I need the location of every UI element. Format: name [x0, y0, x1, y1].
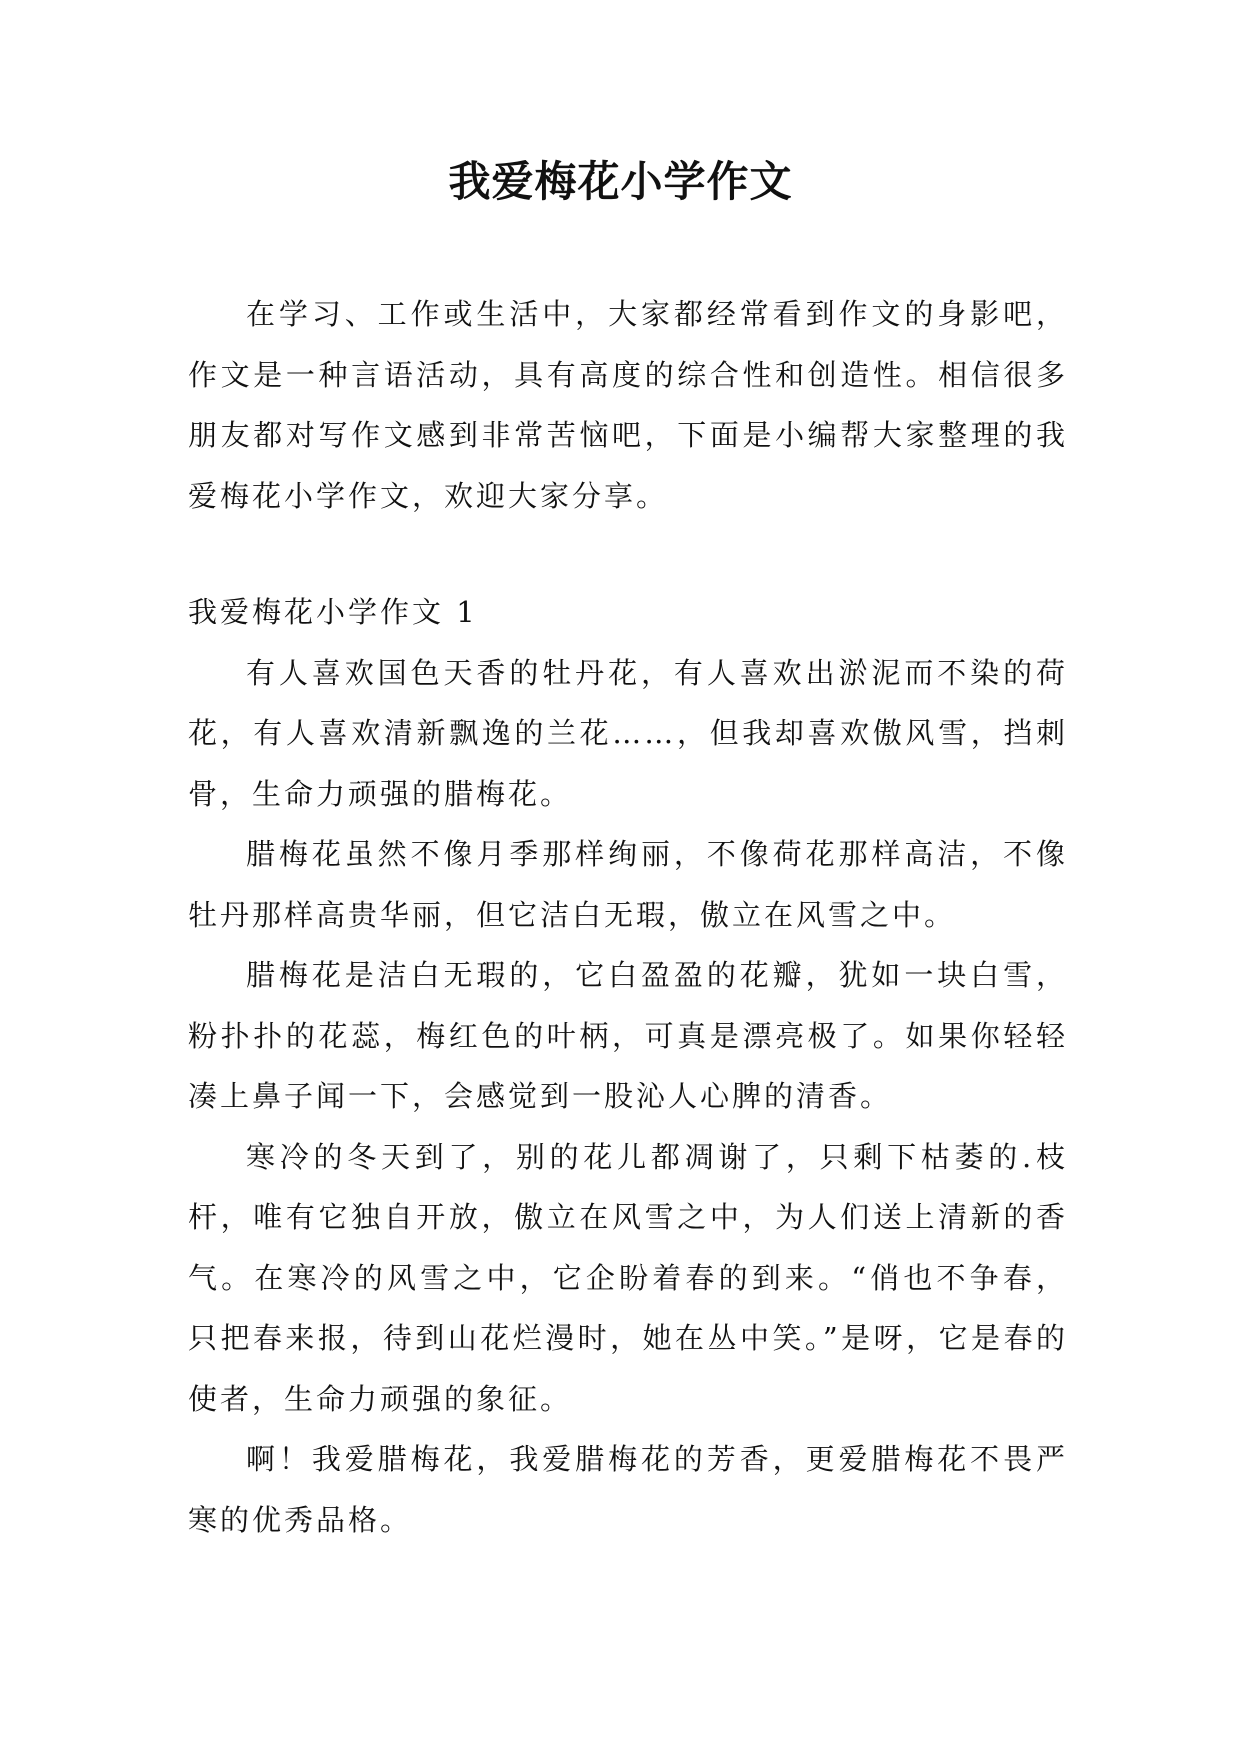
section-heading: 我爱梅花小学作文 1 — [188, 595, 478, 629]
body-paragraph-4: 寒冷的冬天到了，别的花儿都凋谢了，只剩下枯萎的.枝杆，唯有它独自开放，傲立在风雪之中，为人们送上清新的香气。在寒冷的风雪之中，它企盼着春的到来。“俏也不争春，只把春来报，待到山花烂漫时，她在丛中笑。”是呀，它是春的使者，生命力顽强的象征。 — [188, 1139, 1068, 1416]
document-body — [188, 284, 1068, 1550]
body-paragraph-1: 有人喜欢国色天香的牡丹花，有人喜欢出淤泥而不染的荷花，有人喜欢清新飘逸的兰花……，但我却喜欢傲风雪，挡刺骨，生命力顽强的腊梅花。 — [188, 655, 1068, 811]
section-spacer — [188, 526, 1068, 582]
document-title: 我爱梅花小学作文 — [448, 157, 793, 206]
body-paragraph-3: 腊梅花是洁白无瑕的，它白盈盈的花瓣，犹如一块白雪，粉扑扑的花蕊，梅红色的叶柄，可真是漂亮极了。如果你轻轻凑上鼻子闻一下，会感觉到一股沁人心脾的清香。 — [188, 958, 1068, 1113]
intro-paragraph: 在学习、工作或生活中，大家都经常看到作文的身影吧，作文是一种言语活动，具有高度的综合性和创造性。相信很多朋友都对写作文感到非常苦恼吧，下面是小编帮大家整理的我爱梅花小学作文，欢迎大家分享。 — [188, 297, 1068, 513]
body-paragraph-2: 腊梅花虽然不像月季那样绚丽，不像荷花那样高洁，不像牡丹那样高贵华丽，但它洁白无瑕，傲立在风雪之中。 — [188, 837, 1068, 932]
body-paragraph-5: 啊！我爱腊梅花，我爱腊梅花的芳香，更爱腊梅花不畏严寒的优秀品格。 — [188, 1442, 1068, 1537]
